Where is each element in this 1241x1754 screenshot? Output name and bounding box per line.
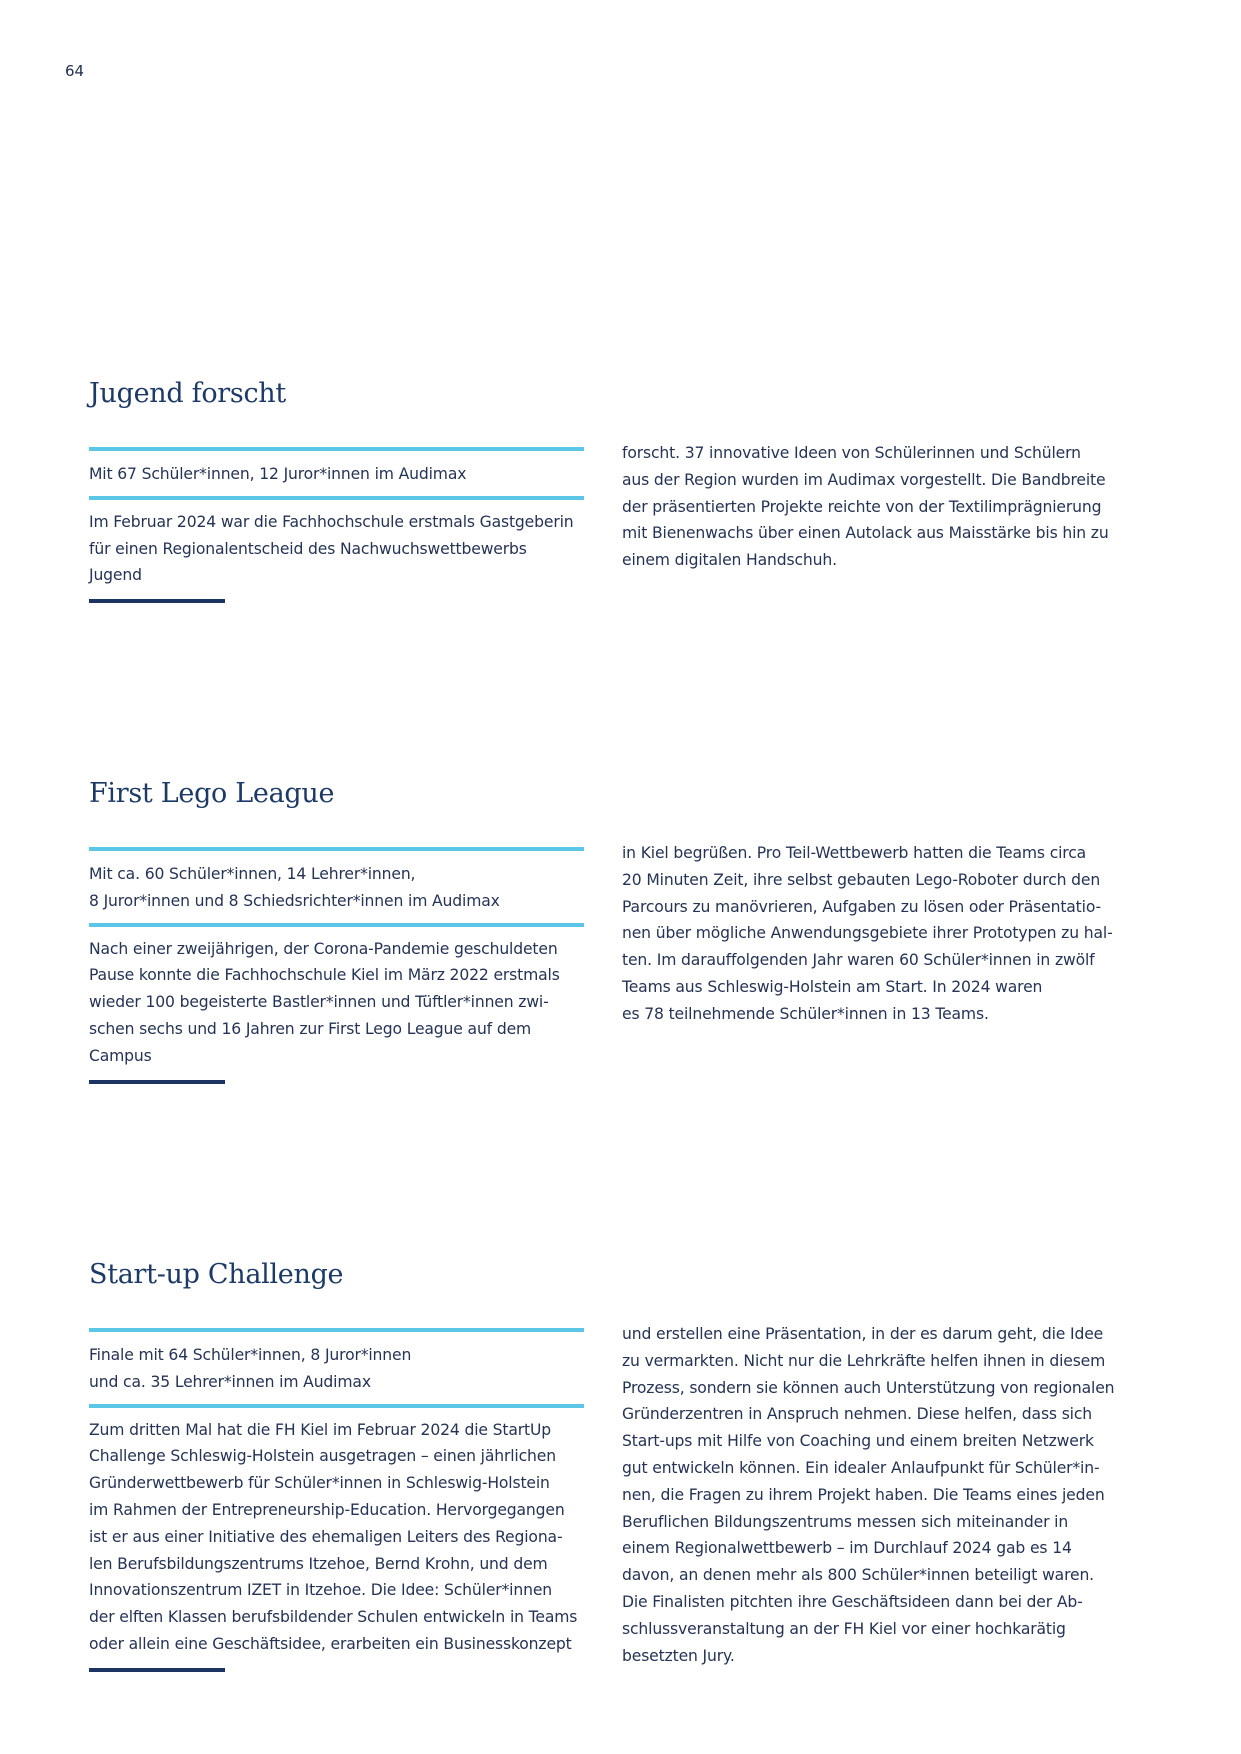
- section-title: Start-up Challenge: [89, 1259, 344, 1290]
- body-text-left: Im Februar 2024 war die Fachhochschule erstmals Gastgeberin für einen Regionalentscheid des Nachwuchswettbewerbs Jugend: [89, 512, 574, 585]
- left-column: [89, 1328, 584, 1672]
- middle-rule: [89, 923, 584, 927]
- bottom-rule: [89, 1080, 225, 1084]
- section-subtitle: Finale mit 64 Schüler*innen, 8 Juror*innen und ca. 35 Lehrer*innen im Audimax: [89, 1346, 412, 1391]
- section-title: First Lego League: [89, 778, 335, 809]
- body-text-right: forscht. 37 innovative Ideen von Schülerinnen und Schülern aus der Region wurden im Audimax vorgestellt. Die Bandbreite der präsentierten Projekte reichte von der Textilimprägnierung mit Bienenwachs über einen Autolack aus Maisstärke bis hin zu einem digitalen Handschuh.: [622, 444, 1109, 570]
- top-rule: [89, 847, 584, 851]
- bottom-rule: [89, 1668, 225, 1672]
- body-text-right: und erstellen eine Präsentation, in der es darum geht, die Idee zu vermarkten. Nicht nur die Lehrkräfte helfen ihnen in diesem Prozess, sondern sie können auch Unterstützung von regionalen Gründerzentren in Anspruch nehmen. Diese helfen, dass sich Start-ups mit Hilfe von Coaching und einem breiten Netzwerk gut entwickeln können. Ein idealer Anlaufpunkt für Schüler*in- nen, die Fragen zu ihrem Projekt haben. Die Teams eines jeden Beruflichen Bildungszentrums messen sich miteinander in einem Regionalwettbewerb – im Durchlauf 2024 gab es 14 davon, an denen mehr als 800 Schüler*innen beteiligt waren. Die Finalisten pitchten ihre Geschäftsideen dann bei der Ab- schlussveranstaltung an der FH Kiel vor einer hochkarätig besetzten Jury.: [622, 1325, 1115, 1665]
- section-subtitle: Mit ca. 60 Schüler*innen, 14 Lehrer*innen, 8 Juror*innen und 8 Schiedsrichter*innen im Audimax: [89, 865, 500, 910]
- page-number: 64: [65, 62, 85, 80]
- left-column: [89, 847, 584, 1084]
- bottom-rule: [89, 599, 225, 603]
- body-text-left: Nach einer zweijährigen, der Corona-Pandemie geschuldeten Pause konnte die Fachhochschule Kiel im März 2022 erstmals wieder 100 begeisterte Bastler*innen und Tüftler*innen zwi- schen sechs und 16 Jahren zur First Lego League auf dem Campus: [89, 939, 560, 1065]
- section-subtitle: Mit 67 Schüler*innen, 12 Juror*innen im Audimax: [89, 465, 467, 483]
- body-text-left: Zum dritten Mal hat die FH Kiel im Februar 2024 die StartUp Challenge Schleswig-Holstein ausgetragen – einen jährlichen Gründerwettbewerb für Schüler*innen in Schleswig-Holstein im Rahmen der Entrepreneurship-Education. Hervorgegangen ist er aus einer Initiative des ehemaligen Leiters des Regiona- len Berufsbildungszentrums Itzehoe, Bernd Krohn, und dem Innovationszentrum IZET in Itzehoe. Die Idee: Schüler*innen der elften Klassen berufsbildender Schulen entwickeln in Teams oder allein eine Geschäftsidee, erarbeiten ein Businesskonzept: [89, 1420, 578, 1653]
- middle-rule: [89, 496, 584, 500]
- top-rule: [89, 1328, 584, 1332]
- section-title: Jugend forscht: [89, 378, 286, 409]
- left-column: [89, 447, 584, 603]
- body-text-right: in Kiel begrüßen. Pro Teil-Wettbewerb hatten die Teams circa 20 Minuten Zeit, ihre selbst gebauten Lego-Roboter durch den Parcours zu manövrieren, Aufgaben zu lösen oder Präsentatio- nen über mögliche Anwendungsgebiete ihrer Prototypen zu hal- ten. Im darauffolgenden Jahr waren 60 Schüler*innen in zwölf Teams aus Schleswig-Holstein am Start. In 2024 waren es 78 teilnehmende Schüler*innen in 13 Teams.: [622, 844, 1113, 1023]
- middle-rule: [89, 1404, 584, 1408]
- top-rule: [89, 447, 584, 451]
